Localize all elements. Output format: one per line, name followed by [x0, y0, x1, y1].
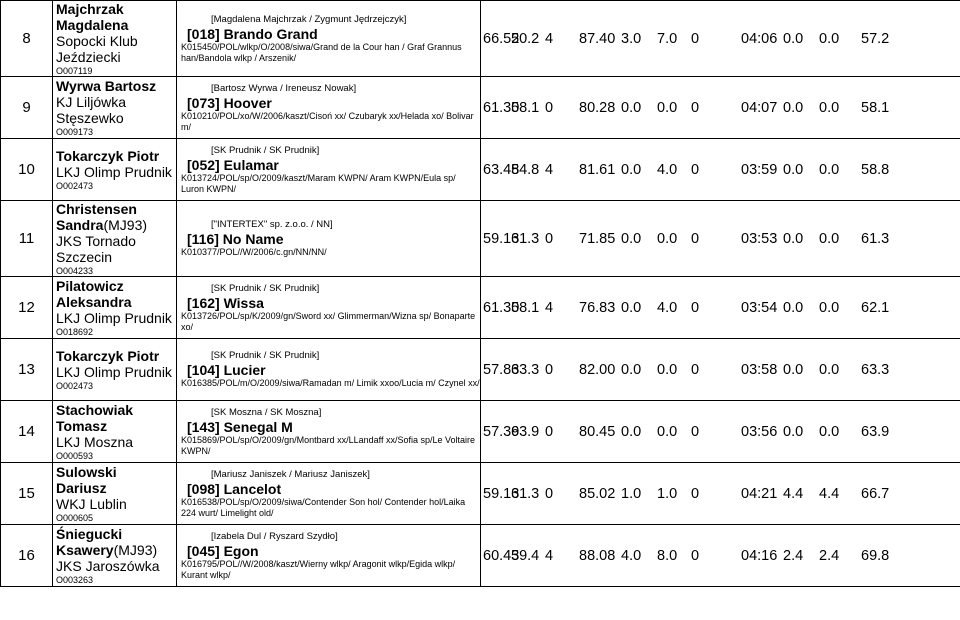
stat-value: 63.9	[511, 423, 540, 440]
rider-cell	[53, 525, 177, 587]
rider-cell	[53, 77, 177, 139]
stat-value: 04:07	[741, 99, 778, 116]
stat-value: 63.3	[511, 361, 540, 378]
rider-cell	[53, 1, 177, 77]
stat-value: 04:16	[741, 547, 778, 564]
rider-name-second	[56, 542, 176, 558]
horse-cell	[177, 277, 481, 339]
stat-value: 0.0	[621, 230, 642, 247]
stat-value: 58.1	[861, 99, 890, 116]
stat-value: 0	[691, 99, 700, 116]
stat-value: 0.0	[783, 361, 804, 378]
rider-id: O000605	[56, 513, 94, 523]
stat-value: 63.48	[483, 161, 520, 178]
rider-id: O002473	[56, 381, 94, 391]
stats-cell	[481, 277, 960, 339]
stat-value: 0.0	[819, 99, 840, 116]
horse-name: [018] Brando Grand	[187, 25, 318, 42]
stat-value: 0.0	[621, 161, 642, 178]
horse-name: [098] Lancelot	[187, 480, 282, 497]
stats-cell	[481, 463, 960, 525]
stat-value: 0.0	[621, 299, 642, 316]
rider-cell	[53, 201, 177, 277]
rider-name: Tokarczyk Piotr	[56, 148, 160, 164]
rider-name	[56, 201, 176, 217]
stats-cell	[481, 1, 960, 77]
stat-value: 4.4	[783, 485, 804, 502]
place-cell	[1, 201, 53, 277]
stat-value: 0.0	[819, 361, 840, 378]
horse-owner: [SK Prudnik / SK Prudnik]	[211, 144, 320, 156]
stat-value: 0.0	[819, 423, 840, 440]
stat-value: 71.85	[579, 230, 616, 247]
place-cell	[1, 401, 53, 463]
horse-description: K015869/POL/sp/O/2009/gn/Montbard xx/LLandaff xx/Sofia sp/Le Voltaire KWPN/	[181, 434, 476, 456]
horse-name: [073] Hoover	[187, 94, 272, 111]
horse-name: [116] No Name	[187, 231, 284, 247]
stats-line	[483, 486, 960, 502]
rider-first-name: Pilatowicz	[56, 278, 124, 294]
rider-name	[56, 1, 176, 17]
rider-name	[56, 278, 176, 294]
rider-second-name: Dariusz	[56, 480, 107, 496]
stat-value: 61.30	[483, 99, 520, 116]
stat-value: 59.4	[511, 547, 540, 564]
stat-value: 0	[545, 423, 554, 440]
stat-value: 8.0	[657, 547, 678, 564]
stats-line	[483, 100, 960, 116]
stat-value: 0.0	[819, 30, 840, 47]
club-name: WKJ Lublin	[56, 496, 127, 512]
rider-category: (MJ93)	[103, 217, 148, 233]
horse-name: [045] Egon	[187, 542, 259, 559]
rider-id: O004233	[56, 266, 94, 276]
rider-id: O002473	[56, 181, 94, 191]
rider-first-name: Majchrzak	[56, 1, 124, 17]
stat-value: 63.3	[861, 361, 890, 378]
table-row	[1, 277, 960, 339]
rider-category: (MJ93)	[113, 542, 158, 558]
horse-description: K015450/POL/wlkp/O/2008/siwa/Grand de la Cour han / Graf Grannus han/Bandola wlkp / Arszenik/	[181, 41, 462, 63]
horse-cell	[177, 463, 481, 525]
stats-cell	[481, 139, 960, 201]
horse-cell	[177, 1, 481, 77]
stat-value: 03:56	[741, 423, 778, 440]
club-name: KJ Liljówka Stęszewko	[56, 94, 127, 126]
rider-name: Wyrwa Bartosz	[56, 78, 157, 94]
stats-line	[483, 300, 960, 316]
stat-value: 0	[691, 161, 700, 178]
stat-value: 0	[545, 485, 554, 502]
stat-value: 4	[545, 299, 554, 316]
stat-value: 0.0	[819, 299, 840, 316]
club-name: LKJ Moszna	[56, 434, 134, 450]
stat-value: 2.4	[819, 547, 840, 564]
stat-value: 0	[691, 485, 700, 502]
stat-value: 3.0	[621, 30, 642, 47]
place-number: 12	[18, 299, 35, 316]
place-number: 13	[18, 361, 35, 378]
table-row	[1, 77, 960, 139]
club-name: LKJ Olimp Prudnik	[56, 164, 172, 180]
stat-value: 0.0	[657, 99, 678, 116]
stats-cell	[481, 77, 960, 139]
stats-line	[483, 162, 960, 178]
table-row	[1, 401, 960, 463]
horse-name: [162] Wissa	[187, 294, 264, 311]
stat-value: 4	[545, 161, 554, 178]
rider-first-name: Christensen	[56, 201, 137, 217]
rider-id: O007119	[56, 66, 93, 76]
stat-value: 61.3	[861, 230, 890, 247]
place-cell	[1, 525, 53, 587]
stat-value: 81.61	[579, 161, 616, 178]
stat-value: 03:59	[741, 161, 778, 178]
stat-value: 57.83	[483, 361, 520, 378]
stat-value: 0	[691, 230, 700, 247]
horse-owner: [SK Prudnik / SK Prudnik]	[211, 350, 320, 361]
rider-name-second	[56, 418, 176, 434]
rider-first-name: Sulowski	[56, 464, 117, 480]
stat-value: 87.40	[579, 30, 616, 47]
horse-description: K016795/POL//W/2008/kaszt/Wierny wlkp/ Aragonit wlkp/Egida wlkp/ Kurant wlkp/	[181, 558, 456, 580]
place-number: 14	[18, 423, 35, 440]
stat-value: 0	[691, 299, 700, 316]
stat-value: 04:06	[741, 30, 778, 47]
rider-name	[56, 526, 176, 542]
place-number: 16	[18, 547, 35, 564]
stat-value: 59.13	[483, 485, 520, 502]
rider-second-name: Sandra	[56, 217, 104, 233]
table-row	[1, 525, 960, 587]
stat-value: 88.08	[579, 547, 616, 564]
place-number: 15	[18, 485, 35, 502]
stats-cell	[481, 401, 960, 463]
place-cell	[1, 1, 53, 77]
stat-value: 4.0	[657, 299, 678, 316]
horse-cell	[177, 139, 481, 201]
place-number: 10	[18, 161, 35, 178]
stat-value: 0.0	[783, 423, 804, 440]
horse-name: [104] Lucier	[187, 362, 266, 378]
horse-cell	[177, 201, 481, 277]
stat-value: 4.0	[657, 161, 678, 178]
horse-owner: [SK Prudnik / SK Prudnik]	[211, 282, 320, 294]
stat-value: 69.8	[861, 547, 890, 564]
rider-name	[56, 464, 176, 480]
stat-value: 61.3	[511, 485, 540, 502]
stat-value: 61.3	[511, 230, 540, 247]
stat-value: 0	[691, 361, 700, 378]
stats-cell	[481, 201, 960, 277]
stat-value: 4	[545, 547, 554, 564]
horse-name: [052] Eulamar	[187, 156, 279, 173]
stat-value: 80.28	[579, 99, 616, 116]
stat-value: 0	[691, 423, 700, 440]
stat-value: 58.1	[511, 99, 540, 116]
stat-value: 60.43	[483, 547, 520, 564]
rider-cell	[53, 401, 177, 463]
stats-line	[483, 31, 960, 47]
stat-value: 0	[691, 547, 700, 564]
stat-value: 03:58	[741, 361, 778, 378]
stat-value: 0.0	[783, 99, 804, 116]
rider-id: O000593	[56, 451, 94, 461]
rider-second-name: Magdalena	[56, 17, 129, 33]
stat-value: 1.0	[621, 485, 642, 502]
place-cell	[1, 77, 53, 139]
horse-cell	[177, 339, 481, 401]
stat-value: 58.8	[861, 161, 890, 178]
stats-line	[483, 424, 960, 440]
club-name: LKJ Olimp Prudnik	[56, 310, 172, 326]
stats-cell	[481, 339, 960, 401]
stat-value: 0	[545, 230, 554, 247]
stat-value: 03:54	[741, 299, 778, 316]
rider-name: Tokarczyk Piotr	[56, 348, 160, 364]
rider-name-second	[56, 480, 176, 496]
stat-value: 61.30	[483, 299, 520, 316]
stat-value: 50.2	[511, 30, 540, 47]
stat-value: 0	[545, 99, 554, 116]
horse-owner: [Mariusz Janiszek / Mariusz Janiszek]	[211, 468, 370, 480]
stat-value: 0.0	[657, 230, 678, 247]
stats-line	[483, 231, 960, 247]
rider-cell	[53, 277, 177, 339]
place-number: 11	[18, 230, 35, 247]
table-row	[1, 1, 960, 77]
stat-value: 59.13	[483, 230, 520, 247]
stats-cell	[481, 525, 960, 587]
stats-line	[483, 548, 960, 564]
place-number: 8	[22, 30, 31, 47]
stat-value: 58.1	[511, 299, 540, 316]
rider-second-name: Tomasz	[56, 418, 108, 434]
place-cell	[1, 339, 53, 401]
rider-name-second	[56, 217, 176, 233]
horse-cell	[177, 525, 481, 587]
place-cell	[1, 463, 53, 525]
horse-owner: [Magdalena Majchrzak / Zygmunt Jędrzejczyk]	[211, 13, 407, 25]
stat-value: 7.0	[657, 30, 678, 47]
stat-value: 85.02	[579, 485, 616, 502]
table-row	[1, 463, 960, 525]
rider-second-name: Aleksandra	[56, 294, 132, 310]
horse-description: K013724/POL/sp/O/2009/kaszt/Maram KWPN/ Aram KWPN/Eula sp/ Luron KWPN/	[181, 172, 456, 194]
stat-value: 57.2	[861, 30, 890, 47]
club-name: JKS Jaroszówka	[56, 558, 160, 574]
stat-value: 0	[545, 361, 554, 378]
rider-second-name: Ksawery	[56, 542, 114, 558]
stat-value: 62.1	[861, 299, 890, 316]
stat-value: 0	[691, 30, 700, 47]
stat-value: 4.4	[819, 485, 840, 502]
horse-description: K010377/POL//W/2006/c.gn/NN/NN/	[181, 247, 327, 257]
stat-value: 0.0	[783, 230, 804, 247]
stat-value: 63.9	[861, 423, 890, 440]
table-row	[1, 139, 960, 201]
stat-value: 0.0	[621, 361, 642, 378]
rider-id: O003263	[56, 575, 94, 585]
stat-value: 0.0	[621, 99, 642, 116]
stat-value: 4	[545, 30, 554, 47]
stat-value: 0.0	[783, 161, 804, 178]
rider-first-name: Stachowiak	[56, 402, 134, 418]
rider-name	[56, 402, 176, 418]
rider-first-name: Śniegucki	[56, 526, 123, 542]
horse-owner: [SK Moszna / SK Moszna]	[211, 406, 322, 418]
horse-description: K013726/POL/sp/K/2009/gn/Sword xx/ Glimmerman/Wizna sp/ Bonaparte xo/	[181, 310, 476, 332]
stat-value: 0.0	[819, 161, 840, 178]
horse-owner: ["INTERTEX" sp. z.o.o. / NN]	[211, 219, 333, 230]
stat-value: 0.0	[621, 423, 642, 440]
club-name: LKJ Olimp Prudnik	[56, 364, 172, 380]
stat-value: 66.7	[861, 485, 890, 502]
horse-name: [143] Senegal M	[187, 418, 293, 435]
stat-value: 76.83	[579, 299, 616, 316]
stat-value: 0.0	[819, 230, 840, 247]
table-row	[1, 339, 960, 401]
stat-value: 0.0	[657, 361, 678, 378]
stat-value: 4.0	[621, 547, 642, 564]
rider-id: O009173	[56, 127, 94, 137]
horse-cell	[177, 401, 481, 463]
stat-value: 54.8	[511, 161, 540, 178]
stat-value: 0.0	[657, 423, 678, 440]
place-cell	[1, 277, 53, 339]
stat-value: 03:53	[741, 230, 778, 247]
stat-value: 0.0	[783, 30, 804, 47]
rider-cell	[53, 463, 177, 525]
stat-value: 1.0	[657, 485, 678, 502]
stat-value: 2.4	[783, 547, 804, 564]
stat-value: 82.00	[579, 361, 616, 378]
rider-cell	[53, 139, 177, 201]
horse-owner: [Bartosz Wyrwa / Ireneusz Nowak]	[211, 82, 357, 94]
rider-name-second	[56, 294, 176, 310]
stat-value: 80.45	[579, 423, 616, 440]
table-row	[1, 201, 960, 277]
rider-id: O018692	[56, 327, 94, 337]
horse-description: K016385/POL/m/O/2009/siwa/Ramadan m/ Limik xxoo/Lucia m/ Czynel xx/	[181, 378, 480, 388]
horse-cell	[177, 77, 481, 139]
rider-cell	[53, 339, 177, 401]
rider-name-second	[56, 17, 176, 33]
place-cell	[1, 139, 53, 201]
place-number: 9	[22, 99, 31, 116]
stat-value: 0.0	[783, 299, 804, 316]
horse-description: K016538/POL/sp/O/2009/siwa/Contender Son hol/ Contender hol/Laika 224 wurt/ Limelight old/	[181, 496, 466, 518]
horse-owner: [Izabela Dul / Ryszard Szydło]	[211, 530, 338, 542]
horse-description: K010210/POL/xo/W/2006/kaszt/Cisoń xx/ Czubaryk xx/Helada xo/ Bolivar m/	[181, 110, 474, 132]
stats-line	[483, 362, 960, 378]
stat-value: 66.52	[483, 30, 520, 47]
stat-value: 04:21	[741, 485, 778, 502]
club-name: JKS Tornado Szczecin	[56, 233, 136, 265]
stat-value: 57.39	[483, 423, 520, 440]
club-name: Sopocki Klub Jeździecki	[56, 33, 138, 65]
